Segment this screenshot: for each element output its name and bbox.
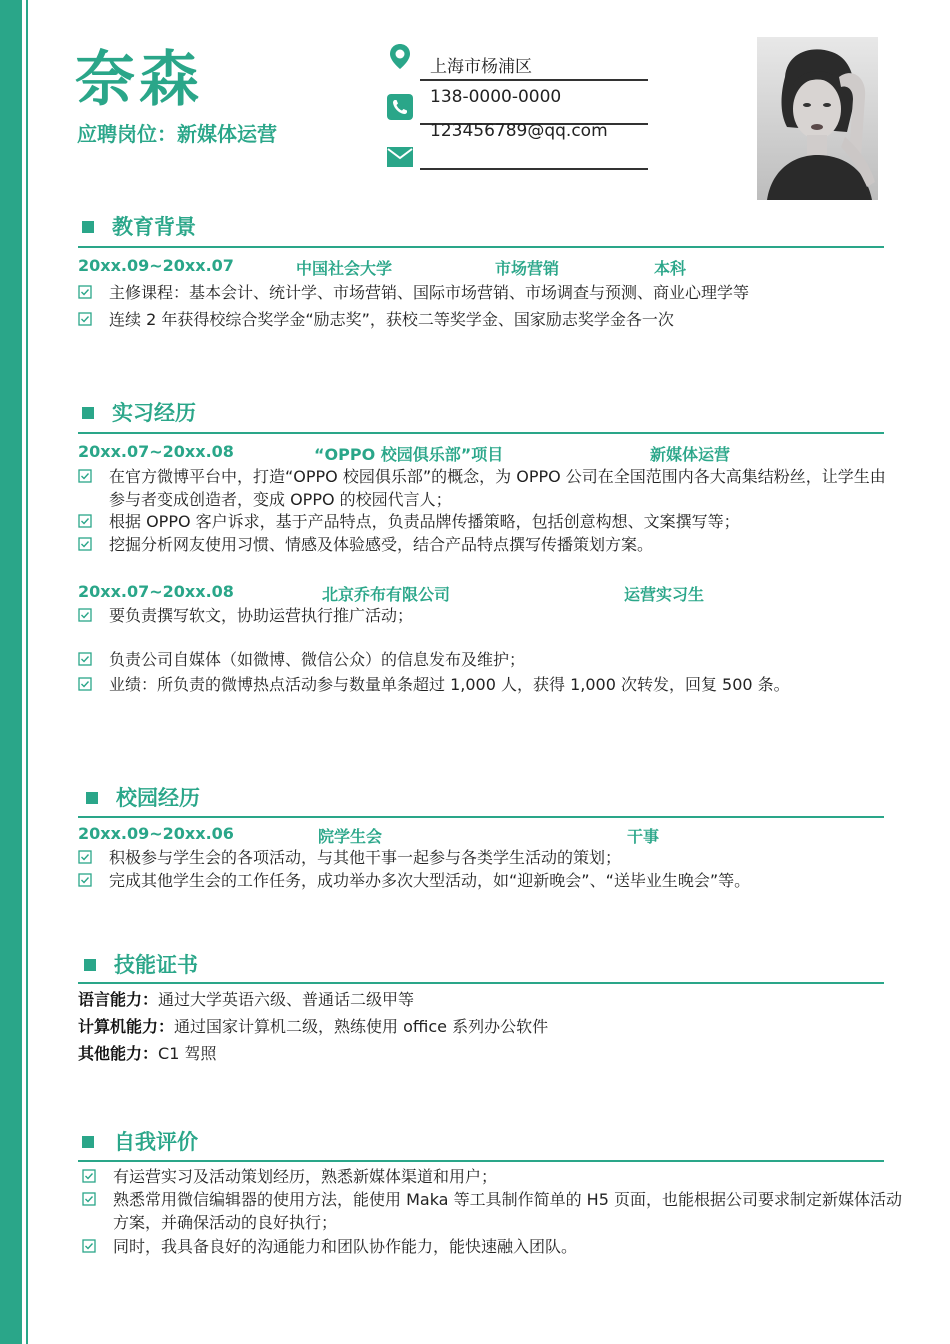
section-campus-title: 校园经历 [116,786,200,810]
campus-org: 院学生会 [318,827,383,846]
education-date: 20xx.09~20xx.07 [78,256,234,275]
checkbox-icon [78,652,92,666]
left-accent-bar [0,0,22,1344]
location-text: 上海市杨浦区 [430,57,532,77]
campus-date: 20xx.09~20xx.06 [78,824,234,843]
section-education-rule [78,246,884,248]
section-marker [84,959,96,971]
section-campus-rule [78,816,884,818]
checkbox-icon [78,677,92,691]
checkbox-icon [78,850,92,864]
section-education-title: 教育背景 [112,215,196,239]
section-marker [86,792,98,804]
job-date: 20xx.07~20xx.08 [78,582,234,601]
email-underline [420,168,648,170]
section-internship-rule [78,432,884,434]
education-major: 市场营销 [495,259,560,278]
checkbox-icon [78,312,92,326]
mail-icon [386,146,414,168]
section-internship-title: 实习经历 [112,401,196,425]
campus-role: 干事 [627,827,660,846]
education-degree: 本科 [654,259,687,278]
checkbox-icon [78,469,92,483]
checkbox-icon [78,514,92,528]
section-skills-title: 技能证书 [114,953,198,977]
job-position: 应聘岗位：新媒体运营 [77,122,277,146]
section-marker [82,221,94,233]
skill-language: 语言能力：通过大学英语六级、普通话二级甲等 [78,990,415,1009]
job-org: “OPPO 校园俱乐部”项目 [314,445,504,464]
checkbox-icon [82,1192,96,1206]
checkbox-icon [82,1169,96,1183]
skill-other: 其他能力：C1 驾照 [78,1044,217,1063]
checkbox-icon [78,537,92,551]
left-accent-line [26,0,28,1344]
phone-text: 138-0000-0000 [430,87,562,107]
section-marker [82,407,94,419]
job-date: 20xx.07~20xx.08 [78,442,234,461]
checkbox-icon [78,608,92,622]
email-text: 123456789@qq.com [430,121,608,141]
checkbox-icon [78,285,92,299]
profile-photo [757,37,878,200]
location-underline [420,79,648,81]
checkbox-icon [78,873,92,887]
section-self-eval-title: 自我评价 [114,1130,198,1154]
candidate-name: 奈森 [75,45,203,115]
checkbox-icon [82,1239,96,1253]
skill-computer: 计算机能力：通过国家计算机二级，熟练使用 office 系列办公软件 [78,1017,549,1036]
job-org: 北京乔布有限公司 [322,585,451,604]
section-self-eval-rule [78,1160,884,1162]
job-role: 运营实习生 [624,585,705,604]
section-skills-rule [78,982,884,984]
phone-icon [386,93,414,121]
job-role: 新媒体运营 [650,445,731,464]
location-pin-icon [386,42,414,70]
education-school: 中国社会大学 [296,259,393,278]
section-marker [82,1136,94,1148]
